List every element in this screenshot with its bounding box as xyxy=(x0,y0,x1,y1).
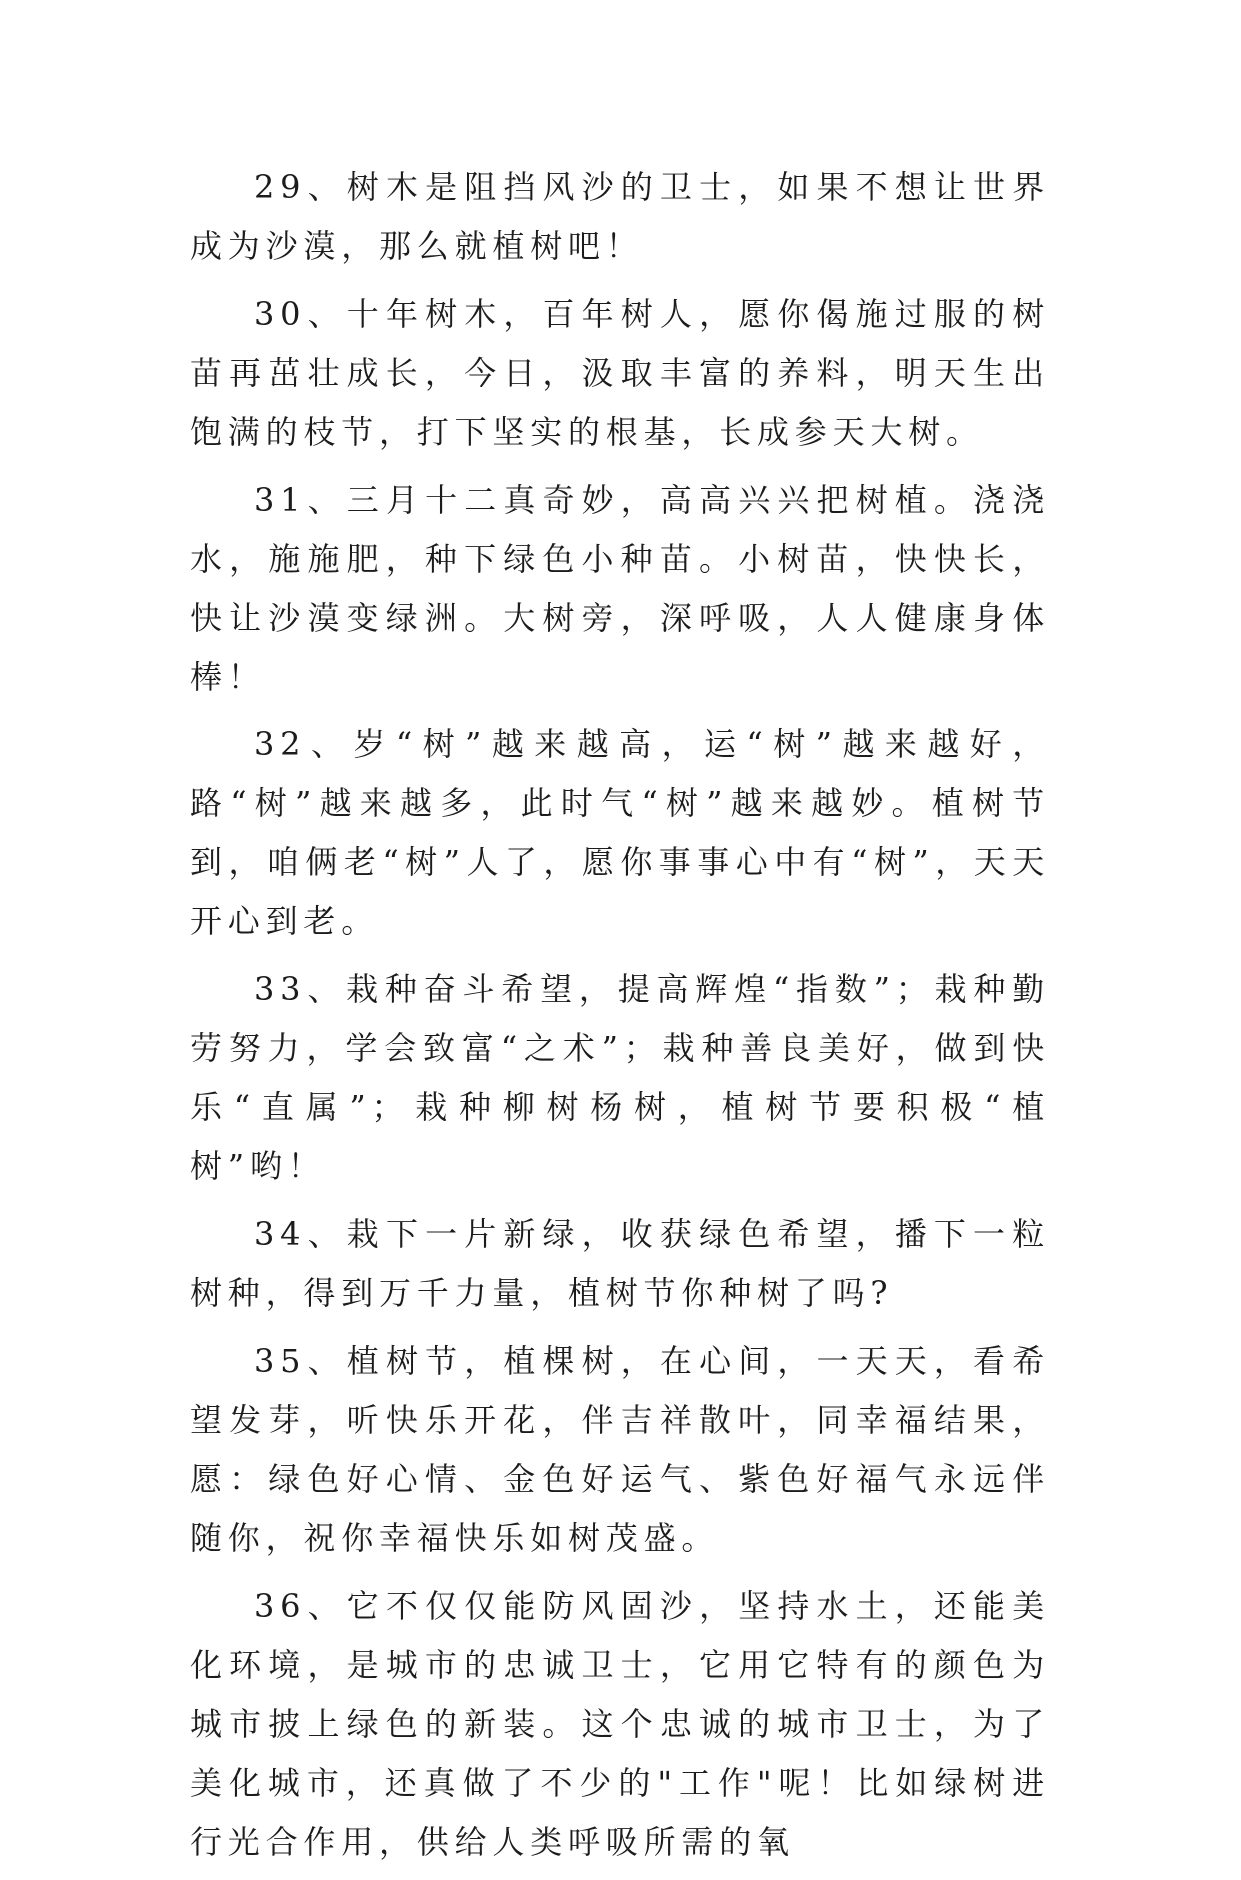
paragraph-31: 31、三月十二真奇妙，高高兴兴把树植。浇浇水，施施肥，种下绿色小种苗。小树苗，快快长，快让沙漠变绿洲。大树旁，深呼吸，人人健康身体棒！ xyxy=(190,480,1050,696)
paragraph-30: 30、十年树木，百年树人，愿你偈施过服的树苗再茁壮成长，今日，汲取丰富的养料，明天生出饱满的枝节，打下坚实的根基，长成参天大树。 xyxy=(190,294,1050,451)
paragraph-29: 29、树木是阻挡风沙的卫士，如果不想让世界成为沙漠，那么就植树吧！ xyxy=(190,168,1050,265)
paragraph-35: 35、植树节，植棵树，在心间，一天天，看希望发芽，听快乐开花，伴吉祥散叶，同幸福结果，愿：绿色好心情、金色好运气、紫色好福气永远伴随你，祝你幸福快乐如树茂盛。 xyxy=(190,1341,1050,1557)
paragraph-33: 33、栽种奋斗希望，提高辉煌“指数”；栽种勤劳努力，学会致富“之术”；栽种善良美好，做到快乐“直属”；栽种柳树杨树，植树节要积极“植树”哟！ xyxy=(190,970,1050,1186)
paragraph-36: 36、它不仅仅能防风固沙，坚持水土，还能美化环境，是城市的忠诚卫士，它用它特有的颜色为城市披上绿色的新装。这个忠诚的城市卫士，为了美化城市，还真做了不少的"工作"呢！比如绿树进行光合作用，供给人类呼吸所需的氧 xyxy=(190,1586,1050,1861)
paragraph-34: 34、栽下一片新绿，收获绿色希望，播下一粒树种，得到万千力量，植树节你种树了吗? xyxy=(190,1214,1050,1312)
paragraph-32: 32、岁“树”越来越高，运“树”越来越好，路“树”越来越多，此时气“树”越来越妙。植树节到，咱俩老“树”人了，愿你事事心中有“树”，天天开心到老。 xyxy=(190,725,1050,941)
document-body xyxy=(190,158,1050,1880)
